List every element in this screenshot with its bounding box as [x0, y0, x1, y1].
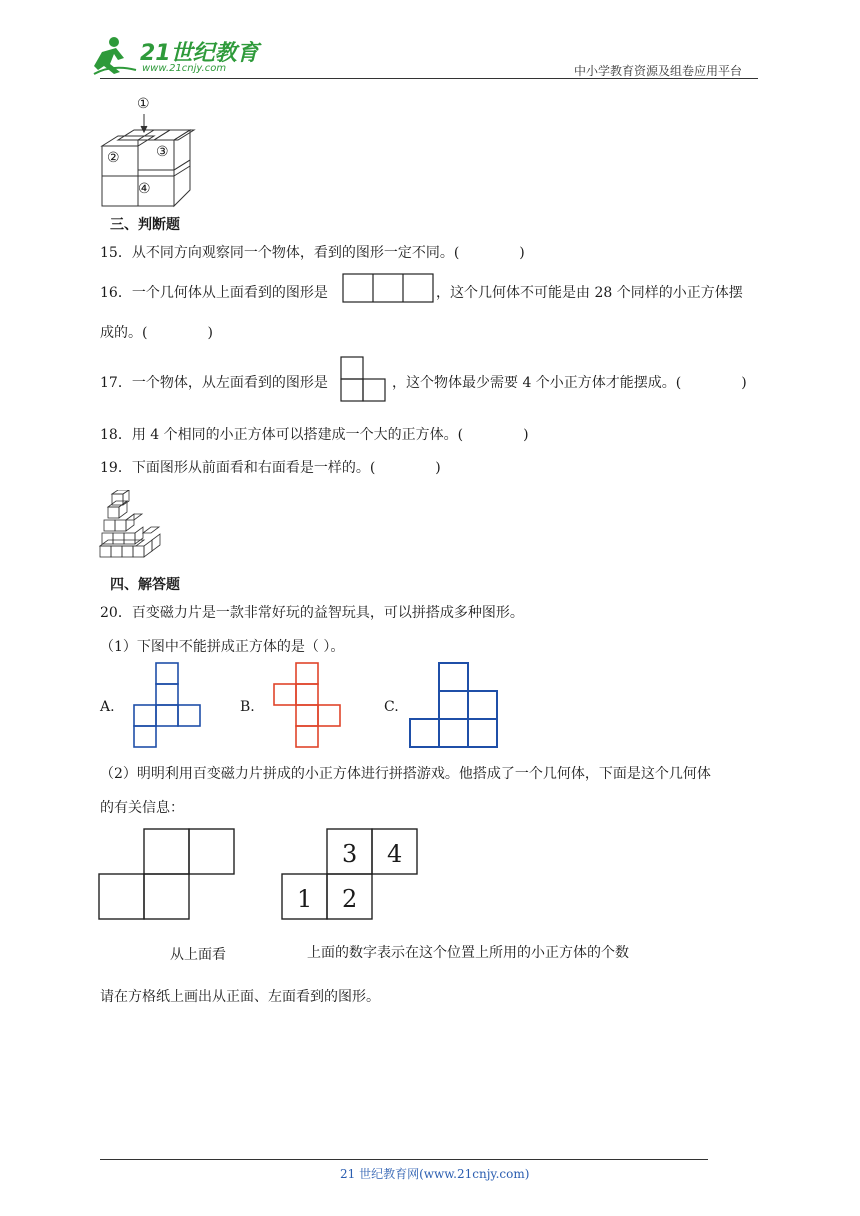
question-18-text: 18．用 4 个相同的小正方体可以搭建成一个大的正方体。( [100, 427, 464, 443]
question-16-text-c: 成的。( [100, 325, 148, 341]
question-16-text-a: 16．一个几何体从上面看到的图形是 [100, 285, 328, 301]
option-c-net-figure [408, 662, 502, 754]
caption-top-view: 从上面看 [170, 947, 226, 963]
question-20-instruction: 请在方格纸上画出从正面、左面看到的图形。 [100, 989, 380, 1005]
option-a-label: A. [100, 699, 115, 715]
footer-text: 21 世纪教育网(www.21cnjy.com) [340, 1167, 530, 1181]
question-17-close: ) [741, 375, 747, 391]
grid-number-2: 2 [342, 885, 358, 913]
question-19 [100, 457, 441, 477]
caption-number-meaning: 上面的数字表示在这个位置上所用的小正方体的个数 [307, 945, 629, 961]
question-17-text-b: ，这个物体最少需要 4 个小正方体才能摆成。( [392, 375, 682, 391]
question-17-line [392, 372, 747, 392]
question-17 [100, 372, 328, 392]
question-17-text-a: 17．一个物体，从左面看到的图形是 [100, 375, 328, 391]
question-18 [100, 424, 529, 444]
option-c-label: C. [384, 699, 399, 715]
option-b-label: B. [240, 699, 255, 715]
question-16 [100, 282, 328, 302]
cube-label-2: ② [107, 150, 120, 166]
staircase-cubes-figure [98, 490, 166, 560]
cube-label-3: ③ [156, 144, 169, 160]
grid-number-4: 4 [387, 840, 403, 868]
q16-three-box-figure [342, 273, 434, 307]
question-16-text-b: ，这个几何体不可能是由 28 个同样的小正方体摆 [436, 285, 743, 301]
question-15 [100, 242, 525, 262]
question-15-text: 15．从不同方向观察同一个物体，看到的图形一定不同。( [100, 245, 460, 261]
section-3-title: 三、判断题 [110, 217, 180, 233]
header-rule [100, 78, 758, 79]
grid-number-3: 3 [342, 840, 358, 868]
top-view-figure [98, 828, 238, 926]
option-b-net-figure [272, 662, 344, 754]
header-platform-text: 中小学教育资源及组卷应用平台 [574, 64, 743, 78]
logo-text: 21世纪教育 [140, 41, 259, 66]
question-16-line2 [100, 322, 213, 342]
question-20-part2-line2: 的有关信息： [100, 800, 184, 816]
question-20-part2-line1: （2）明明利用百变磁力片拼成的小正方体进行拼搭游戏。他搭成了一个几何体，下面是这个几何体 [100, 766, 711, 782]
question-18-close: ) [523, 427, 529, 443]
question-19-close: ) [435, 460, 441, 476]
grid-number-1: 1 [297, 885, 313, 913]
footer-rule [100, 1159, 708, 1160]
q17-left-view-figure [340, 356, 388, 406]
cube-label-1: ① [137, 96, 150, 112]
cube-label-4: ④ [138, 181, 151, 197]
section-4-title: 四、解答题 [110, 577, 180, 593]
question-15-close: ) [519, 245, 525, 261]
option-a-net-figure [132, 662, 204, 754]
logo-url: www.21cnjy.com [142, 63, 227, 74]
question-20-text: 20．百变磁力片是一款非常好玩的益智玩具，可以拼搭成多种图形。 [100, 605, 524, 621]
question-20-part1: （1）下图中不能拼成正方体的是（ ）。 [100, 639, 345, 655]
question-16-close: ) [207, 325, 213, 341]
question-19-text: 19．下面图形从前面看和右面看是一样的。( [100, 460, 376, 476]
